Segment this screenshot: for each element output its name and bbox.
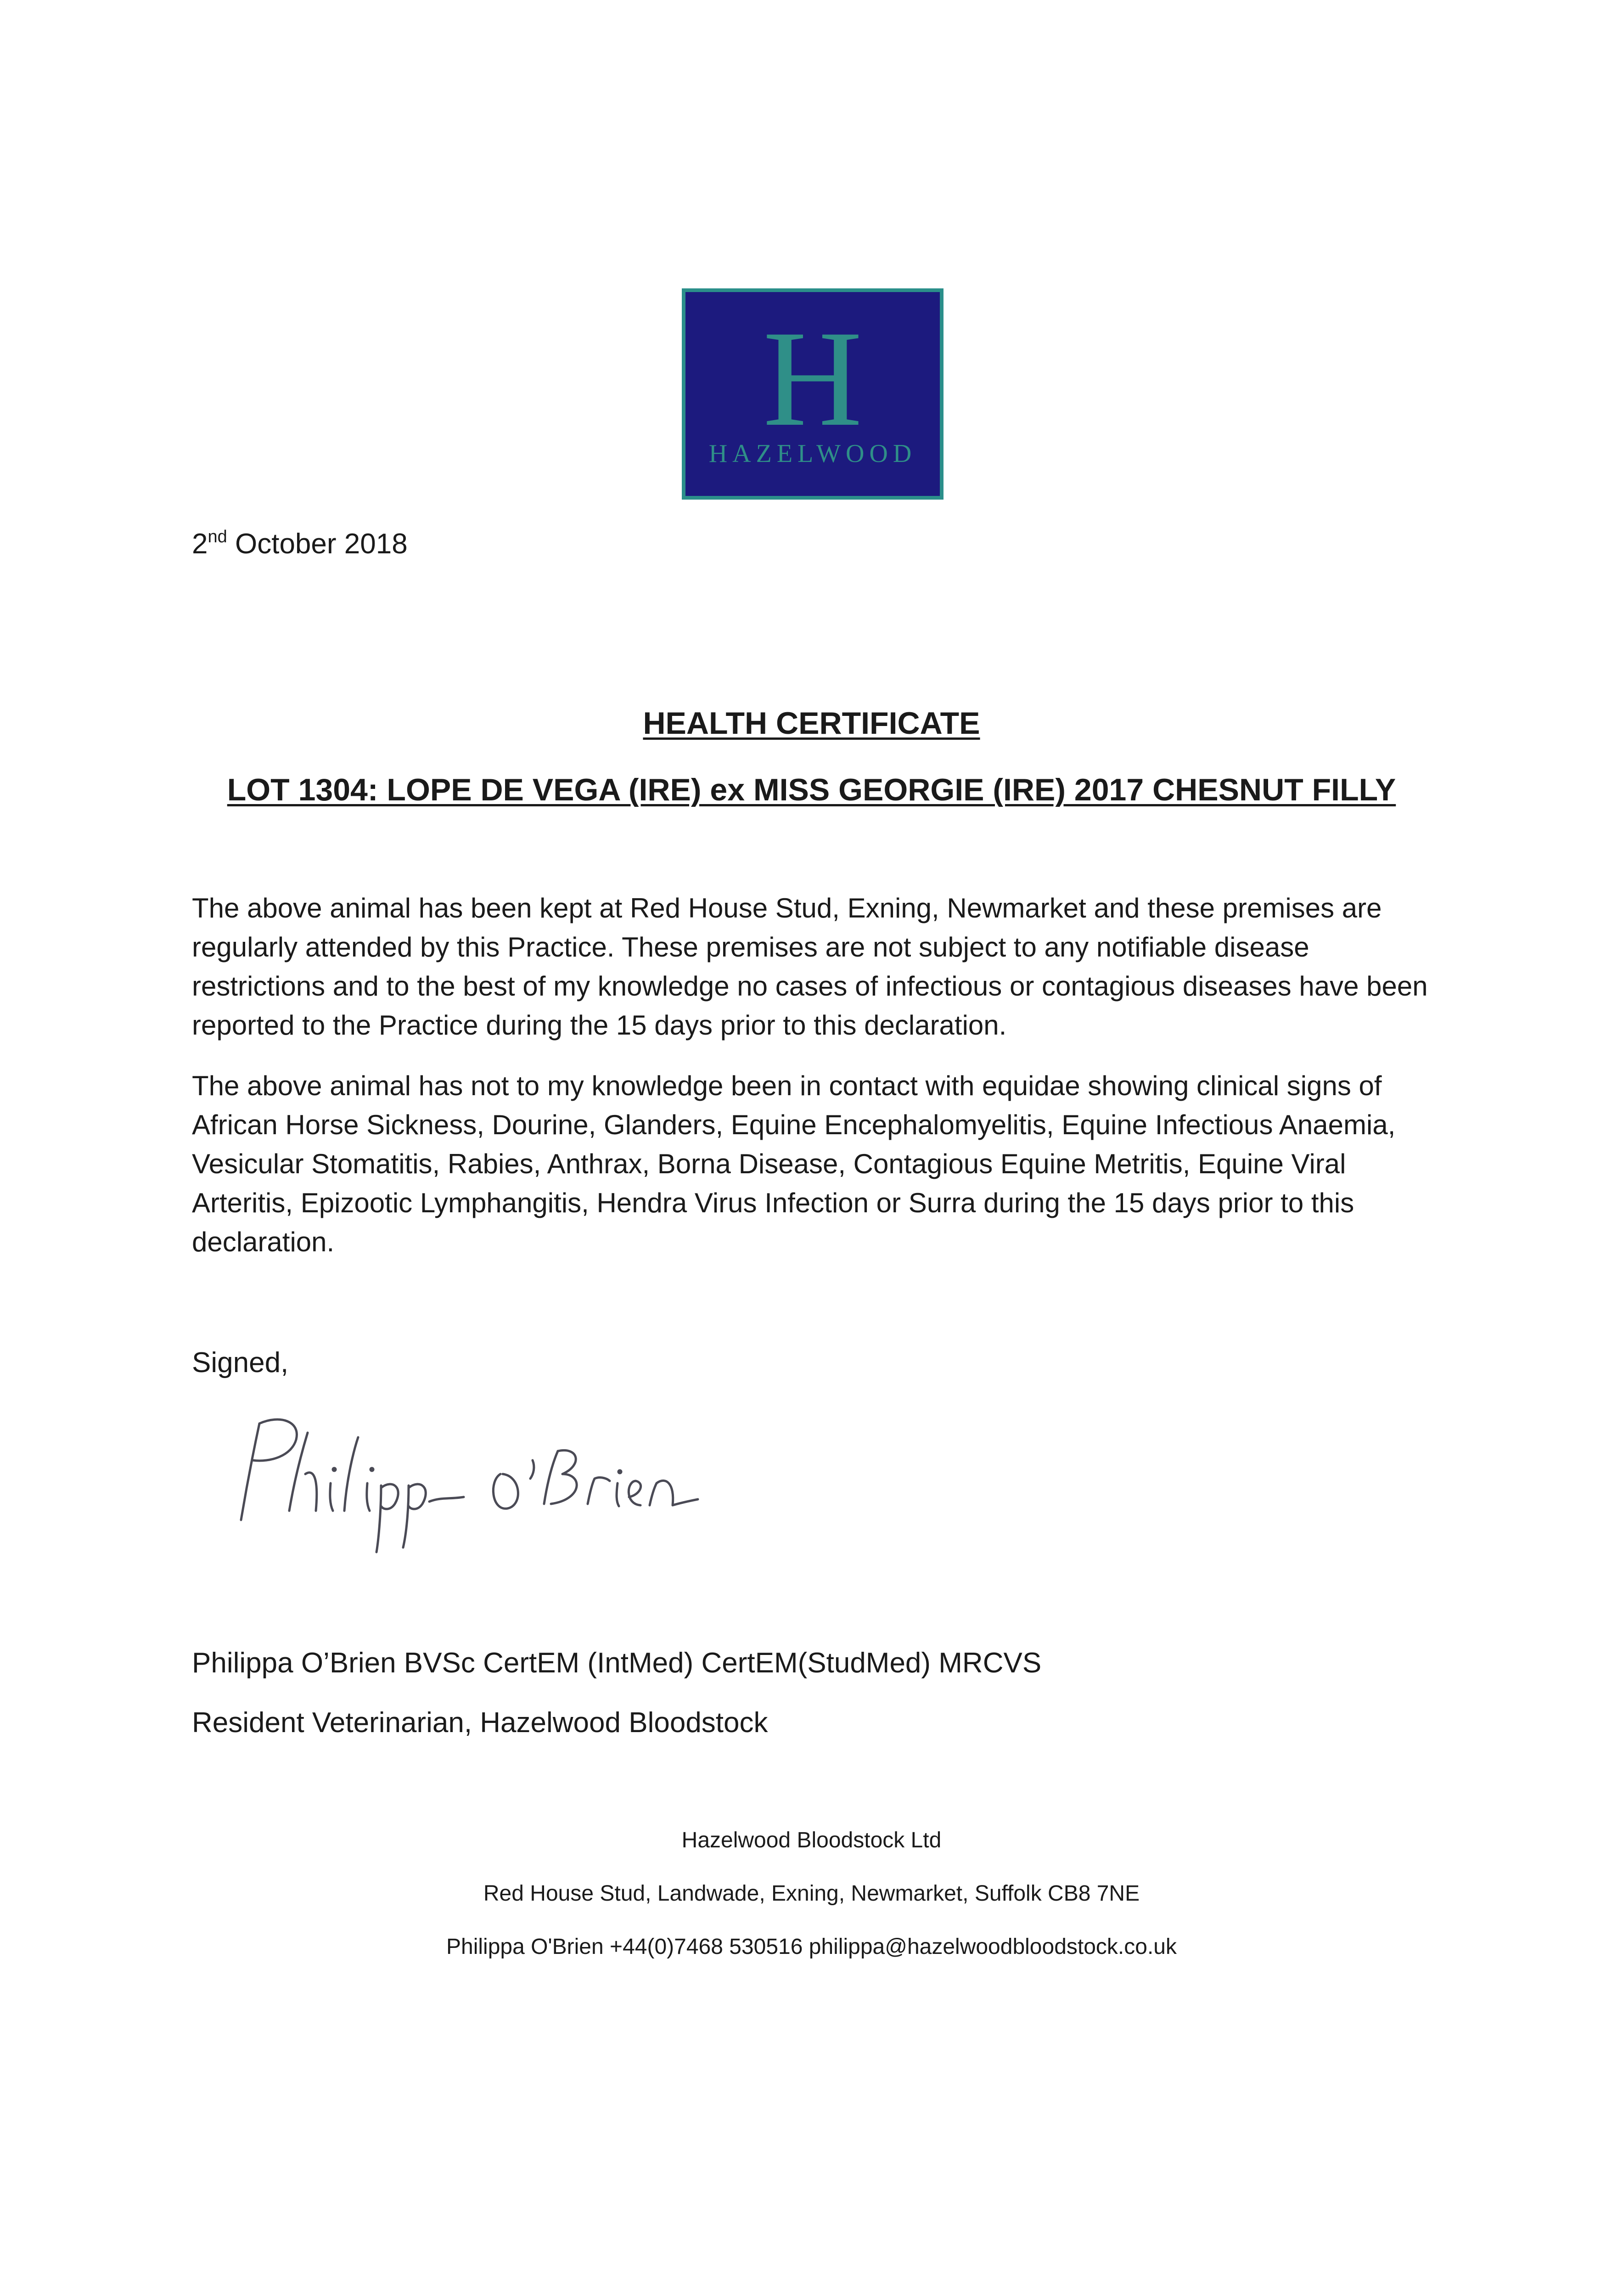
- signed-label: Signed,: [192, 1347, 289, 1379]
- date-month-year: October 2018: [227, 528, 408, 560]
- letter-date: [192, 526, 408, 566]
- signatory-role: Resident Veterinarian, Hazelwood Bloodstock: [192, 1707, 768, 1739]
- contact-paragraph: The above animal has not to my knowledge been in contact with equidae showing clinical signs of African Horse Sickness, Dourine, Glanders, Equine Encephalomyelitis, Equine Infectious Anaemia, Vesicular Stomatitis, Rabies, Anthrax, Borna Disease, Contagious Equine Metritis, Equine Viral Arteritis, Epizootic Lymphangitis, Hendra Virus Infection or Surra during the 15 days prior to this declaration.: [192, 1070, 1396, 1257]
- handwritten-signature: [220, 1405, 716, 1561]
- footer-company: Hazelwood Bloodstock Ltd: [681, 1828, 942, 1852]
- logo-letter: H: [763, 302, 863, 455]
- signatory-name: Philippa O’Brien BVSc CertEM (IntMed) CertEM(StudMed) MRCVS: [192, 1647, 1042, 1679]
- footer-address: Red House Stud, Landwade, Exning, Newmarket, Suffolk CB8 7NE: [483, 1881, 1140, 1906]
- logo-wordmark: HAZELWOOD: [708, 439, 917, 468]
- certificate-title: HEALTH CERTIFICATE: [643, 706, 980, 741]
- hazelwood-logo: [682, 288, 943, 500]
- footer-contact: Philippa O'Brien +44(0)7468 530516 philippa@hazelwoodbloodstock.co.uk: [446, 1935, 1177, 1959]
- date-day: 2: [192, 528, 208, 560]
- lot-heading: LOT 1304: LOPE DE VEGA (IRE) ex MISS GEORGIE (IRE) 2017 CHESNUT FILLY: [227, 772, 1396, 807]
- date-suffix: nd: [208, 527, 227, 546]
- premises-paragraph: The above animal has been kept at Red House Stud, Exning, Newmarket and these premises are regularly attended by this Practice. These premises are not subject to any notifiable disease restrictions and to the best of my knowledge no cases of infectious or contagious diseases have been reported to the Practice during the 15 days prior to this declaration.: [192, 893, 1428, 1041]
